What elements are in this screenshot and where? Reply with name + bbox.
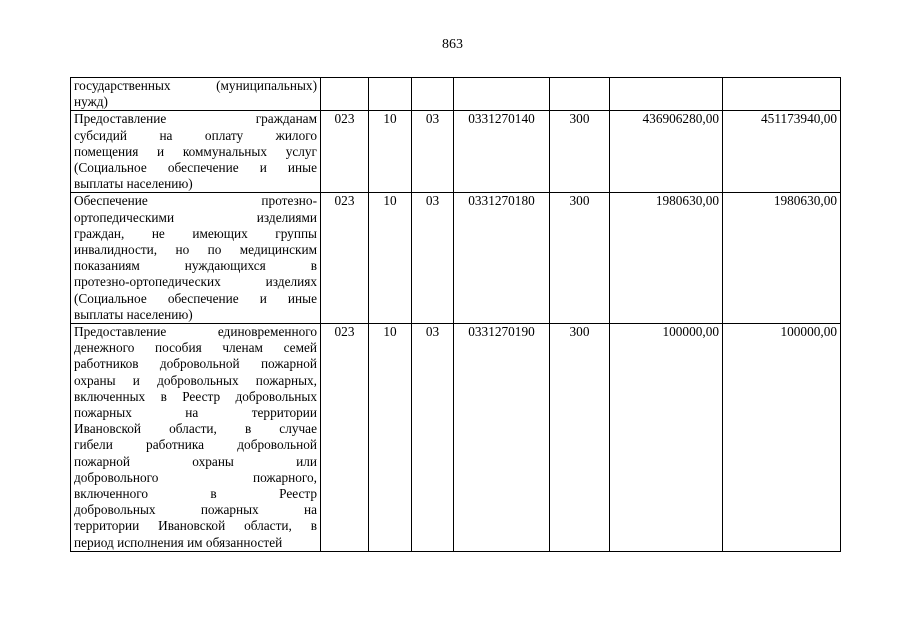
description-line: субсидий на оплату жилого (74, 127, 317, 143)
section-code-cell: 10 (369, 193, 412, 324)
description-line: граждан, не имеющих группы (74, 225, 317, 241)
description-cell (71, 111, 321, 193)
description-line: выплаты населению) (74, 176, 193, 192)
subsection-code-cell (412, 78, 454, 111)
amount-year2-cell (723, 78, 841, 111)
description-line: протезно-ортопедических изделиях (74, 274, 317, 290)
description-cell (71, 193, 321, 324)
description-line: государственных (муниципальных) (74, 78, 317, 93)
amount-year2-cell: 100000,00 (723, 324, 841, 552)
table-row (71, 78, 841, 111)
ministry-code-cell: 023 (321, 111, 369, 193)
description-line: Ивановской области, в случае (74, 421, 317, 437)
target-article-cell: 0331270180 (454, 193, 550, 324)
expense-type-cell (550, 78, 610, 111)
description-line: ортопедическими изделиями (74, 209, 317, 225)
description-line: гибели работника добровольной (74, 437, 317, 453)
amount-year2-cell: 451173940,00 (723, 111, 841, 193)
budget-table (70, 77, 841, 552)
description-line: денежного пособия членам семей (74, 340, 317, 356)
expense-type-cell: 300 (550, 324, 610, 552)
description-line: добровольного пожарного, (74, 469, 317, 485)
description-line: (Социальное обеспечение и иные (74, 160, 317, 176)
amount-year1-cell (610, 78, 723, 111)
subsection-code-cell: 03 (412, 193, 454, 324)
section-code-cell: 10 (369, 111, 412, 193)
description-line: пожарной охраны или (74, 453, 317, 469)
expense-type-cell: 300 (550, 193, 610, 324)
table-body (71, 78, 841, 552)
description-line: Обеспечение протезно- (74, 193, 317, 209)
page-number: 863 (442, 37, 463, 52)
description-line: выплаты населению) (74, 306, 193, 322)
table-row (71, 324, 841, 552)
amount-year2-cell: 1980630,00 (723, 193, 841, 324)
section-code-cell (369, 78, 412, 111)
section-code-cell: 10 (369, 324, 412, 552)
description-cell (71, 78, 321, 111)
description-line: (Социальное обеспечение и иные (74, 290, 317, 306)
table-row (71, 193, 841, 324)
table-row (71, 111, 841, 193)
description-line: период исполнения им обязанностей (74, 534, 283, 550)
target-article-cell (454, 78, 550, 111)
description-line: Предоставление гражданам (74, 111, 317, 127)
amount-year1-cell: 100000,00 (610, 324, 723, 552)
description-line: инвалидности, но по медицинским (74, 242, 317, 258)
amount-year1-cell: 1980630,00 (610, 193, 723, 324)
description-line: работников добровольной пожарной (74, 356, 317, 372)
ministry-code-cell: 023 (321, 324, 369, 552)
description-line: пожарных на территории (74, 405, 317, 421)
target-article-cell: 0331270140 (454, 111, 550, 193)
subsection-code-cell: 03 (412, 324, 454, 552)
ministry-code-cell: 023 (321, 193, 369, 324)
description-cell (71, 324, 321, 552)
ministry-code-cell (321, 78, 369, 111)
description-line: нужд) (74, 94, 108, 110)
description-line: добровольных пожарных на (74, 502, 317, 518)
target-article-cell: 0331270190 (454, 324, 550, 552)
description-line: охраны и добровольных пожарных, (74, 372, 317, 388)
amount-year1-cell: 436906280,00 (610, 111, 723, 193)
description-line: включенных в Реестр добровольных (74, 388, 317, 404)
expense-type-cell: 300 (550, 111, 610, 193)
subsection-code-cell: 03 (412, 111, 454, 193)
description-line: показаниям нуждающихся в (74, 258, 317, 274)
description-line: включенного в Реестр (74, 486, 317, 502)
description-line: помещения и коммунальных услуг (74, 143, 317, 159)
description-line: Предоставление единовременного (74, 324, 317, 340)
description-line: территории Ивановской области, в (74, 518, 317, 534)
